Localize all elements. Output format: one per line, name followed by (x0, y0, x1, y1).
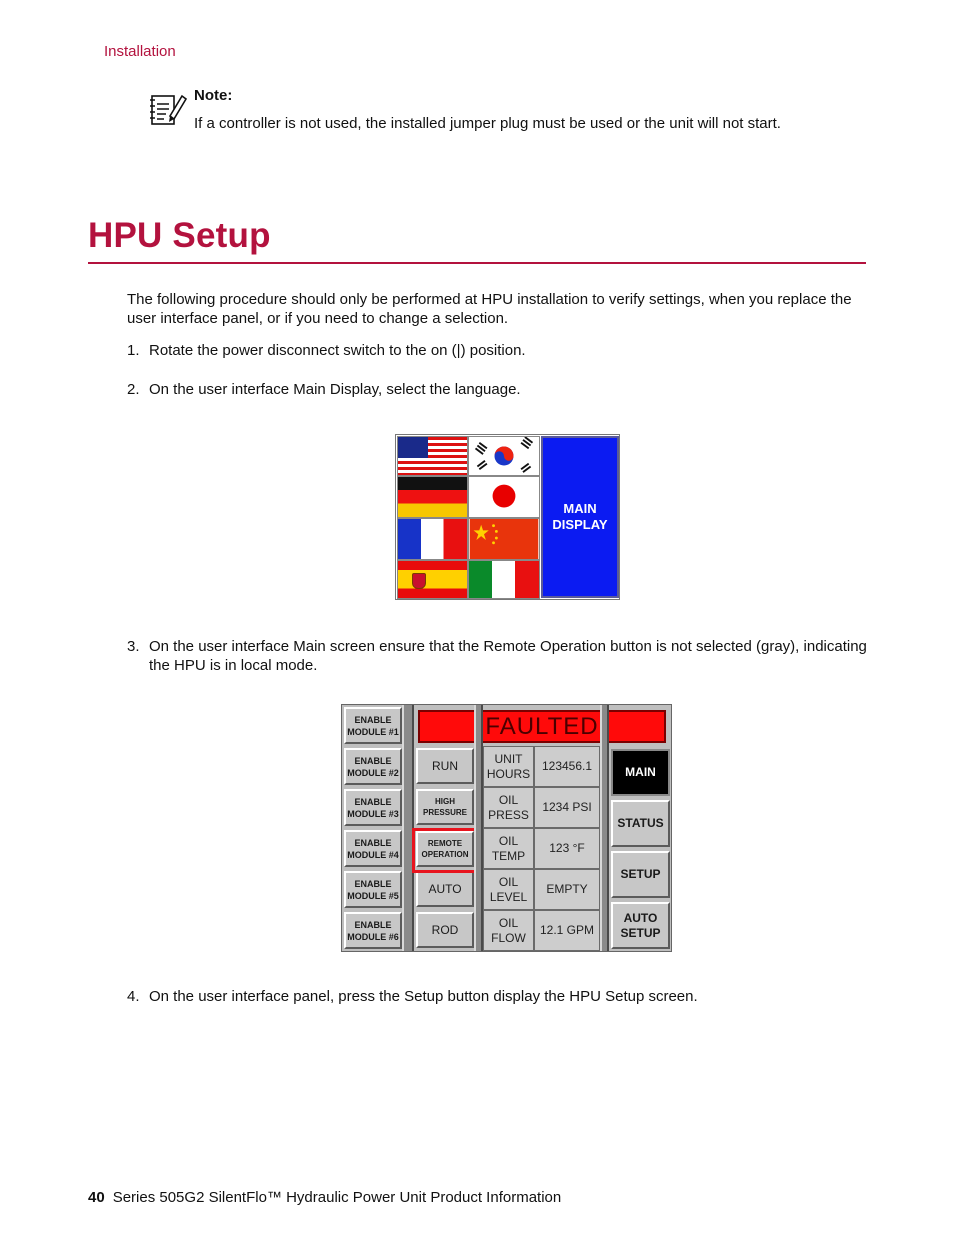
note-title: Note: (194, 87, 233, 104)
oil-temp-value: 123 °F (534, 828, 600, 869)
step-text: On the user interface panel, press the Setup button display the HPU Setup screen. (149, 988, 698, 1005)
page-number: 40 (88, 1189, 105, 1206)
step-text: On the user interface Main Display, select the language. (149, 381, 521, 398)
oil-level-value: EMPTY (534, 869, 600, 910)
section-label: Installation (104, 43, 176, 60)
step-number: 4. (127, 988, 140, 1005)
document-title: Series 505G2 SilentFlo™ Hydraulic Power Unit Product Information (112, 1189, 562, 1206)
status-nav-button[interactable]: STATUS (611, 800, 670, 847)
enable-module-4-button[interactable]: ENABLE MODULE #4 (344, 830, 402, 867)
spain-flag-icon[interactable] (397, 560, 468, 599)
enable-module-1-button[interactable]: ENABLE MODULE #1 (344, 707, 402, 744)
auto-setup-nav-button[interactable]: AUTO SETUP (611, 902, 670, 949)
step-number: 1. (127, 342, 140, 359)
oil-flow-value: 12.1 GPM (534, 910, 600, 951)
japan-flag-icon[interactable] (468, 476, 540, 518)
step-number: 2. (127, 381, 140, 398)
enable-module-3-button[interactable]: ENABLE MODULE #3 (344, 789, 402, 826)
oil-press-value: 1234 PSI (534, 787, 600, 828)
main-display-button[interactable] (541, 436, 619, 598)
title-divider (88, 262, 866, 264)
enable-module-2-button[interactable]: ENABLE MODULE #2 (344, 748, 402, 785)
hmi-divider (474, 705, 483, 952)
unit-hours-label: UNIT HOURS (483, 746, 534, 787)
setup-nav-button[interactable]: SETUP (611, 851, 670, 898)
main-nav-button[interactable]: MAIN (611, 749, 670, 796)
us-flag-icon[interactable] (397, 436, 468, 476)
main-display-label: MAIN DISPLAY (552, 501, 608, 532)
enable-module-6-button[interactable]: ENABLE MODULE #6 (344, 912, 402, 949)
oil-level-label: OIL LEVEL (483, 869, 534, 910)
auto-button[interactable]: AUTO (416, 871, 474, 907)
step-text: On the user interface Main screen ensure that the Remote Operation button is not selected (gray), indicating the HPU is in local mode. (149, 638, 867, 674)
intro-paragraph: The following procedure should only be performed at HPU installation to verify settings, when you replace the user interface panel, or if you need to change a selection. (127, 291, 852, 327)
page-footer (88, 1189, 561, 1206)
france-flag-icon[interactable] (397, 518, 468, 560)
remote-operation-button[interactable]: REMOTE OPERATION (416, 831, 474, 867)
germany-flag-icon[interactable] (397, 476, 468, 518)
korea-flag-icon[interactable] (468, 436, 540, 476)
oil-press-label: OIL PRESS (483, 787, 534, 828)
china-flag-icon[interactable] (468, 518, 540, 560)
language-selection-screen (395, 434, 620, 600)
page-title: HPU Setup (88, 216, 271, 255)
run-button[interactable]: RUN (416, 748, 474, 784)
unit-hours-value: 123456.1 (534, 746, 600, 787)
remote-operation-highlight (412, 828, 479, 873)
rod-button[interactable]: ROD (416, 912, 474, 948)
hmi-divider (600, 705, 609, 952)
high-pressure-button[interactable]: HIGH PRESSURE (416, 789, 474, 825)
faulted-status-banner: FAULTED (418, 710, 666, 743)
oil-temp-label: OIL TEMP (483, 828, 534, 869)
step-number: 3. (127, 638, 140, 655)
oil-flow-label: OIL FLOW (483, 910, 534, 951)
note-pencil-icon (148, 90, 188, 128)
step-text: Rotate the power disconnect switch to the on (|) position. (149, 342, 526, 359)
italy-flag-icon[interactable] (468, 560, 540, 599)
enable-module-5-button[interactable]: ENABLE MODULE #5 (344, 871, 402, 908)
hmi-main-screen (341, 704, 672, 952)
note-text: If a controller is not used, the installed jumper plug must be used or the unit will not start. (194, 115, 781, 132)
